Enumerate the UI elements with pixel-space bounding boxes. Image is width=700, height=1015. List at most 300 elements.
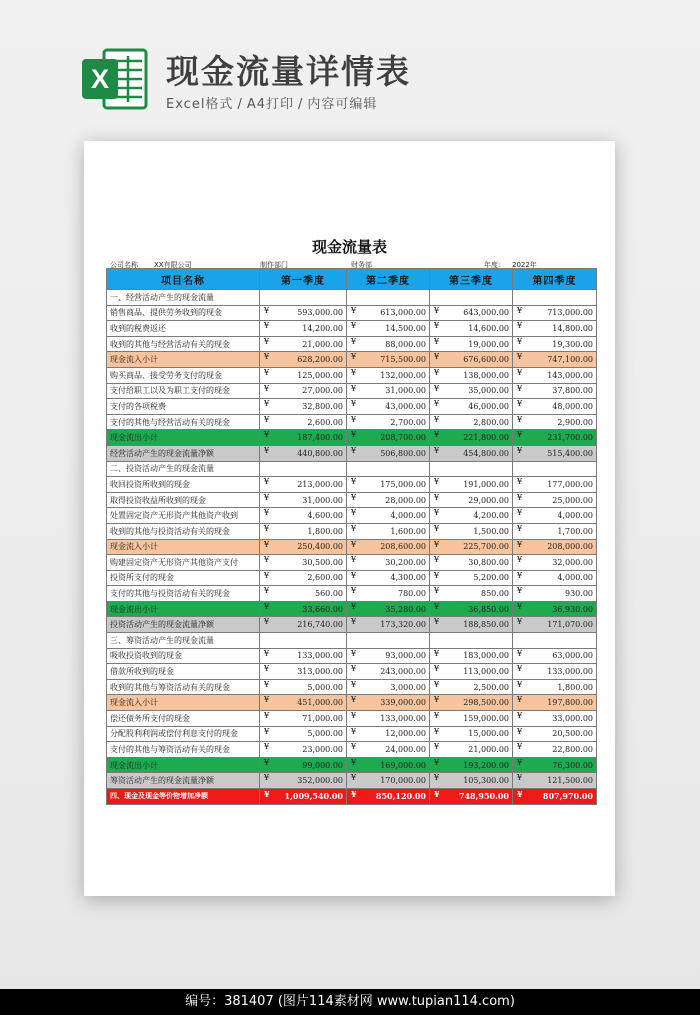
value-cell (430, 601, 513, 617)
excel-icon (82, 48, 148, 110)
currency-symbol: ¥ (517, 648, 523, 658)
value-cell (347, 586, 430, 602)
amount: 221,800.00 (463, 433, 509, 443)
value-cell (513, 383, 597, 399)
currency-symbol: ¥ (434, 414, 440, 424)
amount: 35,280.00 (385, 604, 426, 614)
currency-symbol: ¥ (264, 383, 270, 393)
currency-symbol: ¥ (517, 445, 523, 455)
amount: 213,000.00 (297, 479, 343, 489)
currency-symbol: ¥ (264, 414, 270, 424)
amount: 30,200.00 (385, 557, 426, 567)
amount: 22,800.00 (552, 745, 593, 755)
row-label: 现金流出小计 (107, 757, 260, 773)
currency-symbol: ¥ (517, 477, 523, 487)
amount: 4,000.00 (557, 511, 593, 521)
currency-symbol: ¥ (264, 648, 270, 658)
amount: 1,700.00 (557, 526, 593, 536)
empty-cell (260, 461, 347, 477)
row-label: 收到的其他与经营活动有关的现金 (107, 336, 260, 352)
currency-symbol: ¥ (517, 617, 523, 627)
value-cell (430, 570, 513, 586)
currency-symbol: ¥ (264, 617, 270, 627)
amount: 19,300.00 (552, 339, 593, 349)
amount: 63,000.00 (552, 651, 593, 661)
currency-symbol: ¥ (434, 336, 440, 346)
value-cell (513, 445, 597, 461)
currency-symbol: ¥ (351, 523, 357, 533)
value-cell (260, 617, 347, 633)
value-cell (430, 555, 513, 571)
table-row (107, 477, 597, 493)
amount: 4,300.00 (390, 573, 426, 583)
value-cell (513, 789, 597, 805)
table-row (107, 445, 597, 461)
currency-symbol: ¥ (517, 367, 523, 377)
value-cell (513, 367, 597, 383)
currency-symbol: ¥ (264, 742, 270, 752)
page-title: 现金流量详情表 (166, 52, 411, 91)
amount: 14,200.00 (302, 323, 343, 333)
amount: 175,000.00 (380, 479, 426, 489)
amount: 36,850.00 (468, 604, 509, 614)
currency-symbol: ¥ (434, 477, 440, 487)
value-cell (260, 336, 347, 352)
currency-symbol: ¥ (351, 570, 357, 580)
table-row (107, 633, 597, 649)
company-value: XX有限公司 (154, 261, 192, 269)
table-row (107, 711, 597, 727)
amount: 171,070.00 (547, 620, 593, 630)
currency-symbol: ¥ (264, 305, 270, 315)
value-cell (347, 321, 430, 337)
column-header-q4: 第四季度 (513, 269, 597, 290)
row-label: 处置固定资产无形资产其他资产收到 (107, 508, 260, 524)
currency-symbol: ¥ (517, 430, 523, 440)
currency-symbol: ¥ (434, 430, 440, 440)
value-cell (347, 742, 430, 758)
currency-symbol: ¥ (517, 711, 523, 721)
table-row (107, 414, 597, 430)
currency-symbol: ¥ (517, 336, 523, 346)
currency-symbol: ¥ (351, 695, 357, 705)
currency-symbol: ¥ (264, 445, 270, 455)
value-cell (260, 399, 347, 415)
value-cell (430, 477, 513, 493)
currency-symbol: ¥ (351, 617, 357, 627)
currency-symbol: ¥ (434, 383, 440, 393)
value-cell (347, 617, 430, 633)
amount: 1,500.00 (473, 526, 509, 536)
amount: 30,500.00 (302, 557, 343, 567)
value-cell (260, 383, 347, 399)
amount: 24,000.00 (385, 745, 426, 755)
value-cell (513, 539, 597, 555)
currency-symbol: ¥ (351, 648, 357, 658)
amount: 216,740.00 (297, 620, 343, 630)
value-cell (347, 492, 430, 508)
amount: 593,000.00 (297, 308, 343, 318)
value-cell (430, 321, 513, 337)
value-cell (347, 336, 430, 352)
value-cell (260, 586, 347, 602)
row-label: 收到的其他与筹资活动有关的现金 (107, 679, 260, 695)
currency-symbol: ¥ (264, 523, 270, 533)
value-cell (347, 523, 430, 539)
row-label: 现金流入小计 (107, 539, 260, 555)
empty-cell (347, 461, 430, 477)
amount: 2,700.00 (390, 417, 426, 427)
currency-symbol: ¥ (351, 492, 357, 502)
currency-symbol: ¥ (434, 539, 440, 549)
currency-symbol: ¥ (434, 679, 440, 689)
currency-symbol: ¥ (264, 695, 270, 705)
currency-symbol: ¥ (264, 601, 270, 611)
table-row (107, 648, 597, 664)
amount: 105,300.00 (463, 776, 509, 786)
currency-symbol: ¥ (351, 601, 357, 611)
currency-symbol: ¥ (264, 508, 270, 518)
currency-symbol: ¥ (517, 555, 523, 565)
table-row (107, 601, 597, 617)
table-row (107, 305, 597, 321)
value-cell (260, 445, 347, 461)
value-cell (430, 742, 513, 758)
value-cell (347, 773, 430, 789)
currency-symbol: ¥ (517, 321, 523, 331)
table-row (107, 461, 597, 477)
amount: 1,800.00 (557, 682, 593, 692)
currency-symbol: ¥ (264, 430, 270, 440)
amount: 713,000.00 (547, 308, 593, 318)
currency-symbol: ¥ (517, 352, 523, 362)
watermark-footer: 编号：381407 (图片114素材网 www.tupian114.com) (0, 989, 700, 1015)
currency-symbol: ¥ (434, 711, 440, 721)
value-cell (513, 555, 597, 571)
currency-symbol: ¥ (351, 726, 357, 736)
amount: 515,400.00 (547, 448, 593, 458)
currency-symbol: ¥ (517, 305, 523, 315)
currency-symbol: ¥ (264, 570, 270, 580)
amount: 25,000.00 (552, 495, 593, 505)
value-cell (513, 601, 597, 617)
table-row (107, 586, 597, 602)
amount: 138,000.00 (463, 370, 509, 380)
value-cell (347, 726, 430, 742)
value-cell (430, 508, 513, 524)
cashflow-table (106, 268, 597, 805)
currency-symbol: ¥ (434, 742, 440, 752)
currency-symbol: ¥ (351, 586, 357, 596)
row-label: 一、经营活动产生的现金流量 (107, 290, 260, 306)
currency-symbol: ¥ (517, 679, 523, 689)
value-cell (430, 414, 513, 430)
row-label: 现金流入小计 (107, 695, 260, 711)
value-cell (260, 679, 347, 695)
value-cell (430, 664, 513, 680)
value-cell (513, 773, 597, 789)
value-cell (513, 695, 597, 711)
amount: 440,800.00 (297, 448, 343, 458)
value-cell (260, 414, 347, 430)
amount: 5,200.00 (473, 573, 509, 583)
amount: 132,000.00 (380, 370, 426, 380)
value-cell (430, 352, 513, 368)
sheet-title: 现金流量表 (311, 238, 387, 256)
row-label: 销售商品、提供劳务收到的现金 (107, 305, 260, 321)
amount: 250,400.00 (297, 542, 343, 552)
currency-symbol: ¥ (351, 414, 357, 424)
value-cell (260, 601, 347, 617)
amount: 133,000.00 (297, 651, 343, 661)
empty-cell (430, 633, 513, 649)
value-cell (347, 695, 430, 711)
amount: 31,000.00 (302, 495, 343, 505)
currency-symbol: ¥ (351, 508, 357, 518)
amount: 747,100.00 (547, 355, 593, 365)
amount: 197,800.00 (547, 698, 593, 708)
currency-symbol: ¥ (434, 789, 440, 799)
value-cell (513, 305, 597, 321)
cashflow-table-body (107, 269, 597, 805)
value-cell (430, 586, 513, 602)
amount: 613,000.00 (380, 308, 426, 318)
table-row (107, 352, 597, 368)
value-cell (260, 757, 347, 773)
empty-cell (347, 633, 430, 649)
currency-symbol: ¥ (351, 679, 357, 689)
value-cell (513, 477, 597, 493)
row-label: 四、现金及现金等价物增加净额 (107, 789, 260, 805)
currency-symbol: ¥ (434, 695, 440, 705)
value-cell (513, 321, 597, 337)
year-value: 2022年 (512, 261, 537, 269)
row-label: 现金流出小计 (107, 601, 260, 617)
table-row (107, 290, 597, 306)
value-cell (347, 414, 430, 430)
empty-cell (513, 290, 597, 306)
row-label: 支付的各项税费 (107, 399, 260, 415)
currency-symbol: ¥ (351, 711, 357, 721)
currency-symbol: ¥ (517, 523, 523, 533)
currency-symbol: ¥ (517, 586, 523, 596)
currency-symbol: ¥ (434, 321, 440, 331)
amount: 32,800.00 (302, 401, 343, 411)
value-cell (513, 523, 597, 539)
row-label: 借款所收到的现金 (107, 664, 260, 680)
value-cell (260, 508, 347, 524)
currency-symbol: ¥ (517, 399, 523, 409)
amount: 31,000.00 (385, 386, 426, 396)
amount: 30,800.00 (468, 557, 509, 567)
currency-symbol: ¥ (351, 430, 357, 440)
currency-symbol: ¥ (517, 664, 523, 674)
amount: 12,000.00 (385, 729, 426, 739)
value-cell (260, 742, 347, 758)
amount: 5,000.00 (307, 729, 343, 739)
currency-symbol: ¥ (351, 352, 357, 362)
currency-symbol: ¥ (517, 492, 523, 502)
amount: 850,120.00 (375, 791, 426, 802)
empty-cell (347, 290, 430, 306)
amount: 48,000.00 (552, 401, 593, 411)
value-cell (260, 648, 347, 664)
row-label: 筹资活动产生的现金流量净额 (107, 773, 260, 789)
value-cell (260, 726, 347, 742)
value-cell (513, 664, 597, 680)
currency-symbol: ¥ (351, 539, 357, 549)
amount: 32,000.00 (552, 557, 593, 567)
currency-symbol: ¥ (517, 383, 523, 393)
table-row (107, 742, 597, 758)
currency-symbol: ¥ (351, 664, 357, 674)
value-cell (260, 321, 347, 337)
currency-symbol: ¥ (264, 492, 270, 502)
currency-symbol: ¥ (264, 726, 270, 736)
row-label: 投资所支付的现金 (107, 570, 260, 586)
currency-symbol: ¥ (434, 757, 440, 767)
amount: 339,000.00 (380, 698, 426, 708)
table-row (107, 539, 597, 555)
amount: 14,800.00 (552, 323, 593, 333)
amount: 43,000.00 (385, 401, 426, 411)
value-cell (347, 664, 430, 680)
amount: 850.00 (481, 589, 509, 599)
currency-symbol: ¥ (434, 555, 440, 565)
table-row (107, 508, 597, 524)
currency-symbol: ¥ (264, 399, 270, 409)
amount: 628,200.00 (297, 355, 343, 365)
value-cell (513, 414, 597, 430)
value-cell (347, 711, 430, 727)
currency-symbol: ¥ (434, 586, 440, 596)
amount: 1,600.00 (390, 526, 426, 536)
value-cell (347, 570, 430, 586)
amount: 28,000.00 (385, 495, 426, 505)
currency-symbol: ¥ (517, 726, 523, 736)
table-row (107, 789, 597, 805)
value-cell (430, 523, 513, 539)
value-cell (430, 726, 513, 742)
amount: 352,000.00 (297, 776, 343, 786)
value-cell (260, 305, 347, 321)
amount: 1,009,540.00 (284, 791, 343, 802)
currency-symbol: ¥ (351, 773, 357, 783)
amount: 21,000.00 (468, 745, 509, 755)
amount: 2,500.00 (473, 682, 509, 692)
currency-symbol: ¥ (517, 508, 523, 518)
currency-symbol: ¥ (264, 477, 270, 487)
value-cell (430, 383, 513, 399)
value-cell (513, 570, 597, 586)
table-row (107, 523, 597, 539)
column-header-q1: 第一季度 (260, 269, 347, 290)
amount: 121,500.00 (547, 776, 593, 786)
tag-editable: 内容可编辑 (307, 97, 378, 112)
table-row (107, 430, 597, 446)
currency-symbol: ¥ (264, 539, 270, 549)
currency-symbol: ¥ (434, 773, 440, 783)
currency-symbol: ¥ (351, 757, 357, 767)
amount: 33,660.00 (302, 604, 343, 614)
currency-symbol: ¥ (434, 367, 440, 377)
spreadsheet-preview (84, 141, 615, 896)
currency-symbol: ¥ (517, 789, 523, 799)
amount: 36,930.00 (552, 604, 593, 614)
empty-cell (513, 633, 597, 649)
row-label: 购建固定资产无形资产其他资产支付 (107, 555, 260, 571)
currency-symbol: ¥ (351, 367, 357, 377)
value-cell (430, 492, 513, 508)
company-label: 公司名称 (110, 261, 138, 269)
value-cell (513, 492, 597, 508)
amount: 715,500.00 (380, 355, 426, 365)
currency-symbol: ¥ (351, 555, 357, 565)
amount: 173,320.00 (380, 620, 426, 630)
value-cell (347, 648, 430, 664)
amount: 313,000.00 (297, 667, 343, 677)
currency-symbol: ¥ (434, 617, 440, 627)
tag-print: A4打印 (246, 97, 294, 112)
value-cell (347, 679, 430, 695)
column-header-item: 项目名称 (107, 269, 260, 290)
value-cell (513, 352, 597, 368)
dept-label: 制作部门 (260, 261, 288, 269)
table-row (107, 695, 597, 711)
value-cell (347, 430, 430, 446)
row-label: 收到的税费返还 (107, 321, 260, 337)
table-row (107, 336, 597, 352)
value-cell (430, 695, 513, 711)
format-tags: Excel格式 / A4打印 / 内容可编辑 (166, 97, 378, 112)
amount: 113,000.00 (463, 667, 509, 677)
amount: 191,000.00 (463, 479, 509, 489)
amount: 133,000.00 (547, 667, 593, 677)
value-cell (513, 711, 597, 727)
amount: 71,000.00 (302, 713, 343, 723)
table-row (107, 321, 597, 337)
value-cell (260, 789, 347, 805)
year-label: 年度: (484, 261, 501, 269)
currency-symbol: ¥ (264, 789, 270, 799)
currency-symbol: ¥ (434, 445, 440, 455)
amount: 930.00 (565, 589, 593, 599)
tag-format: Excel格式 (166, 97, 234, 112)
table-row (107, 757, 597, 773)
currency-symbol: ¥ (517, 414, 523, 424)
currency-symbol: ¥ (264, 586, 270, 596)
currency-symbol: ¥ (517, 742, 523, 752)
row-label: 现金流出小计 (107, 430, 260, 446)
empty-cell (260, 290, 347, 306)
row-label: 支付给职工以及为职工支付的现金 (107, 383, 260, 399)
table-header-row (107, 269, 597, 290)
value-cell (513, 726, 597, 742)
row-label: 经营活动产生的现金流量净额 (107, 445, 260, 461)
currency-symbol: ¥ (264, 773, 270, 783)
amount: 3,000.00 (390, 682, 426, 692)
currency-symbol: ¥ (434, 305, 440, 315)
amount: 1,800.00 (307, 526, 343, 536)
row-label: 偿还债务所支付的现金 (107, 711, 260, 727)
currency-symbol: ¥ (264, 336, 270, 346)
amount: 298,500.00 (463, 698, 509, 708)
table-row (107, 492, 597, 508)
value-cell (347, 352, 430, 368)
value-cell (513, 430, 597, 446)
currency-symbol: ¥ (351, 336, 357, 346)
value-cell (430, 648, 513, 664)
